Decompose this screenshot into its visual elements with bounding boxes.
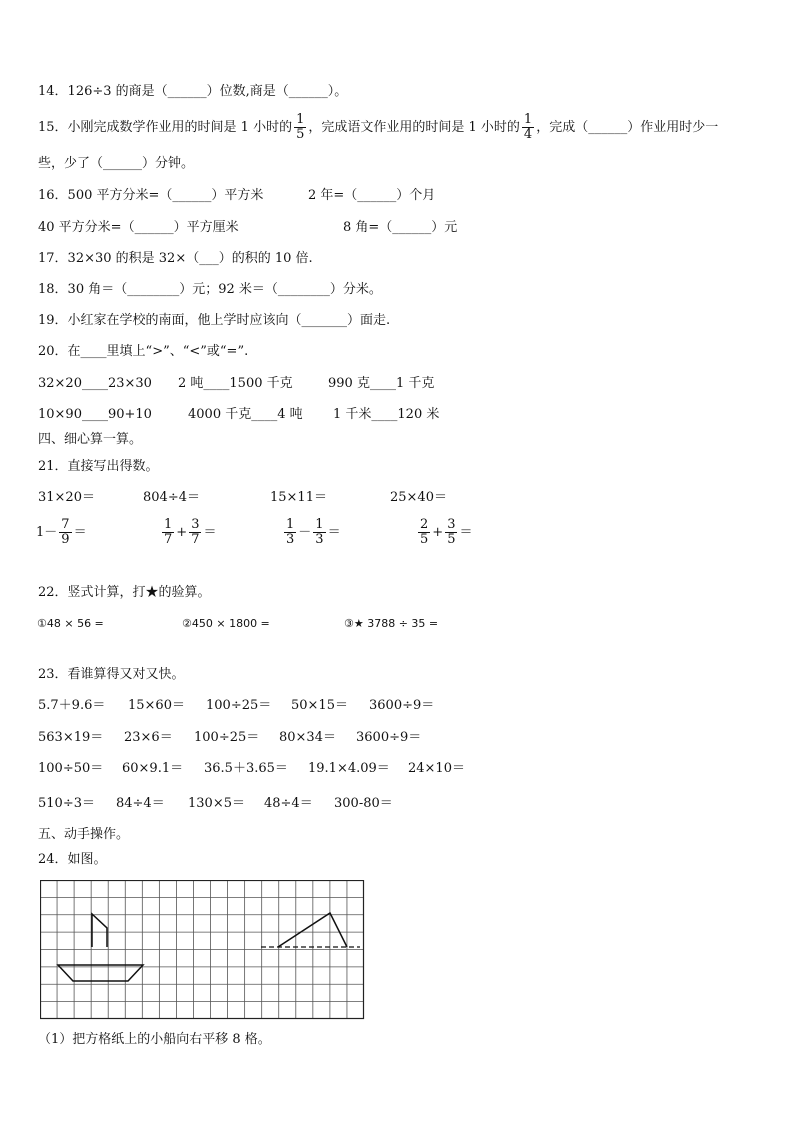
- q20-r2c3: 1 千米____120 米: [333, 407, 440, 422]
- q23-r1c3: 100÷25＝: [206, 698, 272, 713]
- q23-r2c4: 80×34＝: [279, 730, 336, 745]
- q21-fraction-expr-4: $\frac{2}{5}$ + $\frac{3}{5}$ ＝: [420, 517, 473, 547]
- q16-c: 40 平方分米=（______）平方厘米: [38, 220, 239, 235]
- q21-fraction-expr-2: $\frac{1}{7}$ + $\frac{3}{7}$ ＝: [164, 517, 217, 547]
- q22-item-2: ②450 × 1800 =: [182, 617, 270, 630]
- q23-r4c3: 130×5＝: [188, 796, 245, 811]
- q18: 18．30 角＝（________）元；92 米＝（________）分米。: [38, 282, 382, 297]
- q15-fraction-2: $\frac{1}{4}$: [523, 112, 533, 142]
- q23-r4c4: 48÷4＝: [264, 796, 313, 811]
- q23-r4c1: 510÷3＝: [38, 796, 95, 811]
- q21-r1c3: 15×11＝: [270, 490, 327, 505]
- q23-r1c2: 15×60＝: [128, 698, 185, 713]
- q23-r3c1: 100÷50＝: [38, 761, 104, 776]
- section-4-heading: 四、细心算一算。: [38, 432, 143, 447]
- q21-r1c4: 25×40＝: [390, 490, 447, 505]
- q23-r3c5: 24×10＝: [408, 761, 465, 776]
- q23-r4c2: 84÷4＝: [116, 796, 165, 811]
- q16-d: 8 角=（______）元: [343, 220, 458, 235]
- q21-fraction-expr-1: 1－ $\frac{7}{9}$ ＝: [36, 517, 87, 547]
- q21-r1c1: 31×20＝: [38, 490, 95, 505]
- q24-title: 24．如图。: [38, 852, 107, 867]
- q23-title: 23．看谁算得又对又快。: [38, 667, 185, 682]
- q21-title: 21．直接写出得数。: [38, 459, 159, 474]
- q23-r2c5: 3600÷9＝: [356, 730, 422, 745]
- q15-fraction-1: $\frac{1}{5}$: [296, 112, 305, 142]
- q15-part1: 15．小刚完成数学作业用的时间是 1 小时的: [38, 120, 293, 135]
- q14: 14．126÷3 的商是（______）位数,商是（______）。: [38, 84, 348, 99]
- q21-r1c2: 804÷4＝: [143, 490, 200, 505]
- q20-r2c2: 4000 千克____4 吨: [188, 407, 303, 422]
- boat-sail: [92, 914, 107, 947]
- q22-item-3: ③★ 3788 ÷ 35 =: [344, 617, 439, 630]
- q20-r1c1: 32×20____23×30: [38, 376, 152, 391]
- q23-r2c1: 563×19＝: [38, 730, 104, 745]
- q17: 17．32×30 的积是 32×（___）的积的 10 倍.: [38, 251, 313, 266]
- q20-r2c1: 10×90____90+10: [38, 407, 152, 422]
- boat-hull: [58, 965, 143, 981]
- q23-r3c2: 60×9.1＝: [122, 761, 184, 776]
- q23-r1c4: 50×15＝: [291, 698, 348, 713]
- q20-title: 20．在____里填上“>”、“<”或“=”.: [38, 344, 249, 359]
- q22-item-1: ①48 × 56 =: [37, 617, 104, 630]
- q22-title: 22．竖式计算，打★的验算。: [38, 585, 211, 600]
- q23-r2c2: 23×6＝: [124, 730, 173, 745]
- q24-sub-1: （1）把方格纸上的小船向右平移 8 格。: [38, 1032, 271, 1047]
- q15-line2: 些，少了（______）分钟。: [38, 156, 195, 171]
- section-5-heading: 五、动手操作。: [38, 827, 130, 842]
- q20-r1c2: 2 吨____1500 千克: [178, 376, 293, 391]
- q23-r2c3: 100÷25＝: [194, 730, 260, 745]
- q23-r1c5: 3600÷9＝: [369, 698, 435, 713]
- q16-b: 2 年=（______）个月: [308, 188, 436, 203]
- q15-part3: ，完成（______）作业用时少一: [536, 120, 719, 135]
- q15-part2: ，完成语文作业用的时间是 1 小时的: [308, 120, 520, 135]
- q16-a: 16．500 平方分米=（______）平方米: [38, 188, 264, 203]
- q19: 19．小红家在学校的南面，他上学时应该向（_______）面走.: [38, 313, 391, 328]
- q15: [38, 113, 718, 143]
- q23-r1c1: 5.7＋9.6＝: [38, 698, 106, 713]
- q20-r1c3: 990 克____1 千克: [328, 376, 435, 391]
- grid-figure: [40, 880, 366, 1020]
- q21-fraction-expr-3: $\frac{1}{3}$ － $\frac{1}{3}$ ＝: [286, 517, 341, 547]
- q23-r3c3: 36.5＋3.65＝: [204, 761, 288, 776]
- q23-r3c4: 19.1×4.09＝: [308, 761, 390, 776]
- q23-r4c5: 300-80＝: [334, 796, 393, 811]
